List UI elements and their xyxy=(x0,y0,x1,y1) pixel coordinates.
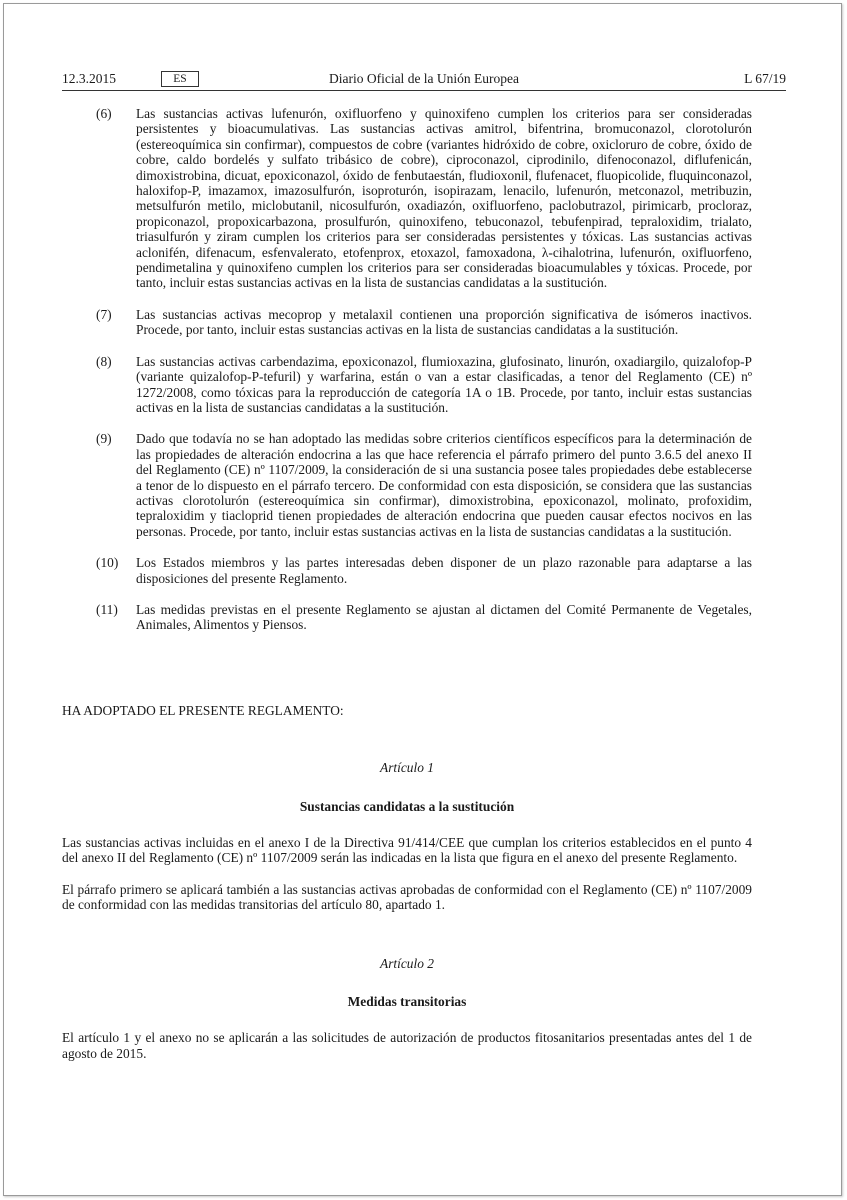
recital-9 xyxy=(62,431,752,539)
recital-10 xyxy=(62,555,752,586)
publication-date: 12.3.2015 xyxy=(62,71,116,86)
language-badge: ES xyxy=(161,71,199,87)
adoption-statement: HA ADOPTADO EL PRESENTE REGLAMENTO: xyxy=(62,702,344,718)
recital-text: Las sustancias activas mecoprop y metalaxil contienen una proporción significativa de isómeros inactivos. Procede, por tanto, incluir estas sustancias activas en la lista de sustancias candidatas a la sustitución. xyxy=(136,306,752,338)
article-1-paragraph-1: Las sustancias activas incluidas en el anexo I de la Directiva 91/414/CEE que cumplan los criterios establecidos en el punto 4 del anexo II del Reglamento (CE) nº 1107/2009 serán las indicadas en la lista que figura en el anexo del presente Reglamento. xyxy=(62,835,752,866)
article-1-paragraph-2: El párrafo primero se aplicará también a las sustancias activas aprobadas de conformidad con el Reglamento (CE) nº 1107/2009 de conformidad con las medidas transitorias del artículo 80, apartado 1. xyxy=(62,881,752,913)
document-body xyxy=(62,106,752,1061)
recital-text: Las sustancias activas carbendazima, epoxiconazol, flumioxazina, glufosinato, linurón, oxadiargilo, quizalofop-P (variante quizalofop-P-tefuril) y warfarina, están o van a estar clasificadas, a tenor del Reglamento (CE) nº 1272/2008, como tóxicas para la reproducción de categoría 1A o 1B. Procede, por tanto, incluir estas sustancias activas en la lista de sustancias candidatas a la sustitución. xyxy=(136,353,752,415)
article-1-title: Sustancias candidatas a la sustitución xyxy=(299,798,515,814)
header-rule xyxy=(62,90,786,91)
page-number: L 67/19 xyxy=(744,71,786,86)
recital-8 xyxy=(62,354,752,416)
recital-number: (8) xyxy=(96,353,112,369)
recital-6 xyxy=(62,106,752,291)
recital-number: (6) xyxy=(96,106,112,121)
article-2-paragraph-1: El artículo 1 y el anexo no se aplicarán a las solicitudes de autorización de productos fitosanitarios presentadas antes del 1 de agosto de 2015. xyxy=(62,1030,752,1061)
page-header xyxy=(62,71,786,89)
recital-number: (7) xyxy=(96,306,112,322)
recital-11 xyxy=(62,602,752,633)
recital-text: Las medidas previstas en el presente Reglamento se ajustan al dictamen del Comité Permanente de Vegetales, Animales, Alimentos y Piensos. xyxy=(136,601,752,633)
recital-text: Dado que todavía no se han adoptado las medidas sobre criterios científicos específicos para la determinación de las propiedades de alteración endocrina a las que hace referencia el párrafo primero del punto 3.6.5 del anexo II del Reglamento (CE) nº 1107/2009, la consideración de si una sustancia posee tales propiedades debe establecerse a tenor de lo dispuesto en el párrafo tercero. De conformidad con esta disposición, se considera que las sustancias activas clorotolurón (estereoquímica sin confirmar), dimoxistrobina, epoxiconazol, molinato, profoxidim, tepraloxidim y tiacloprid tienen propiedades de alteración endocrina que pueden causar efectos nocivos en las personas. Procede, por tanto, incluir estas sustancias activas en la lista de sustancias candidatas a la sustitución. xyxy=(136,431,752,539)
article-2-title: Medidas transitorias xyxy=(347,994,467,1010)
recital-number: (9) xyxy=(96,431,112,447)
recital-number: (10) xyxy=(96,555,119,571)
recital-text: Las sustancias activas lufenurón, oxifluorfeno y quinoxifeno cumplen los criterios para ser consideradas persistentes y bioacumulativas. Las sustancias activas amitrol, bifentrina, bromuconazol, clorotolurón (estereoquímica sin confirmar), compuestos de cobre (variantes hidróxido de cobre, oxicloruro de cobre, óxido de cobre, caldo bordelés y sulfato tribásico de cobre), ciproconazol, ciprodinilo, difenoconazol, diflufenicán, dimoxistrobina, dicuat, epoxiconazol, óxido de fenbutaestán, fludioxonil, flufenacet, fluopicolide, fluquinconazol, haloxifop-P, imazamox, imazosulfurón, isoproturón, isopirazam, lenacilo, lufenurón, metconazol, metribuzin, metsulfurón metilo, miclobutanil, nicosulfurón, oxadiazón, oxifluorfeno, paclobutrazol, pirimicarb, procloraz, propiconazol, propoxicarbazona, prosulfurón, quinoxifeno, tebuconazol, tebufenpirad, tepraloxidim, trialato, triasulfurón y ziram cumplen los criterios para ser consideradas persistentes y tóxicas. Las sustancias activas aclonifén, difenacum, esfenvalerato, etofenprox, etoxazol, famoxadona, λ-cihalotrina, lufenurón, oxifluorfeno, pendimetalina y quinoxifeno cumplen los criterios para ser consideradas bioacumulables y tóxicas. Procede, por tanto, incluir estas sustancias activas en la lista de sustancias candidatas a la sustitución. xyxy=(136,106,752,291)
article-2-label: Artículo 2 xyxy=(380,955,434,971)
recital-7 xyxy=(62,307,752,338)
article-1-label: Artículo 1 xyxy=(380,760,434,776)
recital-text: Los Estados miembros y las partes interesadas deben disponer de un plazo razonable para adaptarse a las disposiciones del presente Reglamento. xyxy=(136,555,752,586)
recital-number: (11) xyxy=(96,601,118,617)
journal-title: Diario Oficial de la Unión Europea xyxy=(328,71,520,86)
